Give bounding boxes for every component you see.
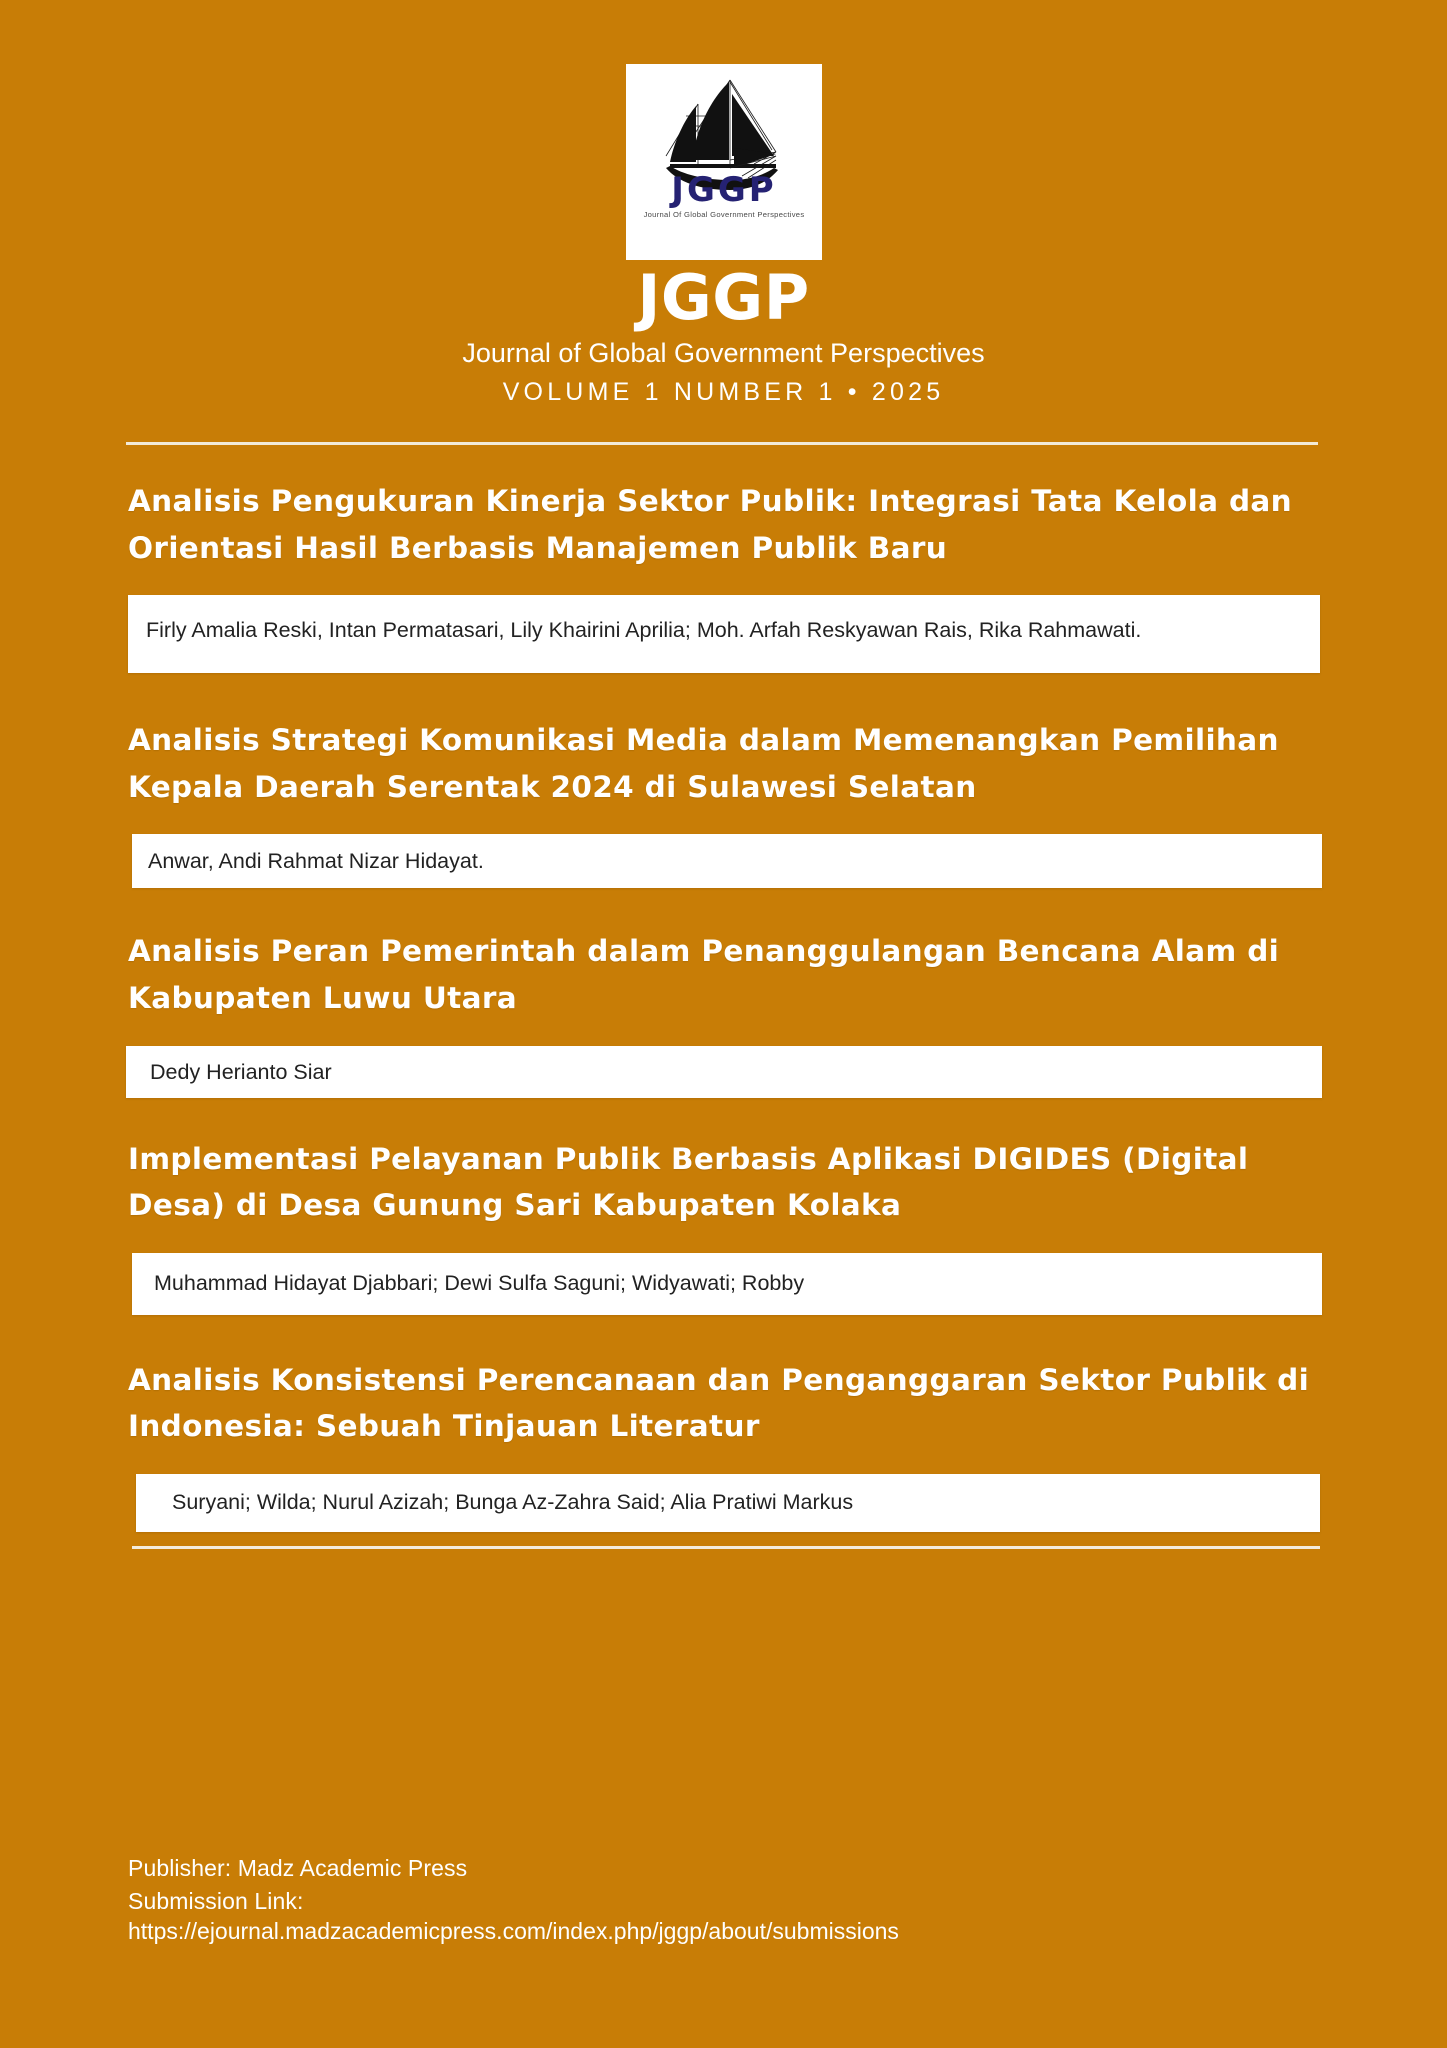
publisher-line: Publisher: Madz Academic Press <box>128 1855 468 1881</box>
article-entry <box>0 1357 1447 1532</box>
article-authors: Anwar, Andi Rahmat Nizar Hidayat. <box>148 849 484 874</box>
article-authors-box <box>128 595 1320 673</box>
article-title: Analisis Strategi Komunikasi Media dalam Memenangkan Pemilihan Kepala Daerah Serentak 2024 di Sulawesi Selatan <box>128 723 1279 804</box>
sailing-ship-logo <box>626 64 822 260</box>
article-spacer <box>0 1098 1447 1136</box>
footer <box>128 1852 899 1947</box>
article-title: Analisis Pengukuran Kinerja Sektor Publik: Integrasi Tata Kelola dan Orientasi Hasil Berbasis Manajemen Publik Baru <box>128 484 1293 565</box>
masthead <box>0 0 1447 407</box>
article-entry <box>0 1136 1447 1315</box>
footer-divider <box>132 1546 1320 1549</box>
article-spacer <box>0 888 1447 928</box>
issue-line: VOLUME 1 NUMBER 1 • 2025 <box>502 377 945 406</box>
article-spacer <box>0 673 1447 717</box>
masthead-divider <box>126 442 1318 445</box>
article-authors-box <box>132 834 1322 888</box>
journal-acronym: JGGP <box>637 261 810 334</box>
article-list <box>0 478 1447 1549</box>
article-entry <box>0 478 1447 673</box>
article-authors-box <box>132 1253 1322 1315</box>
journal-name: Journal of Global Government Perspectives <box>462 338 985 369</box>
article-title: Analisis Konsistensi Perencanaan dan Penganggaran Sektor Publik di Indonesia: Sebuah Tinjauan Literatur <box>128 1362 1310 1444</box>
submission-url[interactable]: https://ejournal.madzacademicpress.com/index.php/jggp/about/submissions <box>128 1918 899 1945</box>
article-title: Implementasi Pelayanan Publik Berbasis Aplikasi DIGIDES (Digital Desa) di Desa Gunung Sari Kabupaten Kolaka <box>128 1141 1249 1223</box>
article-spacer <box>0 1315 1447 1357</box>
article-authors: Dedy Herianto Siar <box>150 1059 332 1084</box>
article-title: Analisis Peran Pemerintah dalam Penanggulangan Bencana Alam di Kabupaten Luwu Utara <box>128 934 1280 1016</box>
article-entry <box>0 928 1447 1097</box>
article-entry <box>0 717 1447 888</box>
article-authors-box <box>136 1474 1320 1532</box>
article-authors: Suryani; Wilda; Nurul Azizah; Bunga Az-Zahra Said; Alia Pratiwi Markus <box>172 1490 854 1515</box>
svg-text:JGGP: JGGP <box>670 170 777 210</box>
svg-text:Journal Of Global Government P: Journal Of Global Government Perspectives <box>643 210 804 219</box>
article-authors: Firly Amalia Reski, Intan Permatasari, Lily Khairini Aprilia; Moh. Arfah Reskyawan Rais, Rika Rahmawati. <box>146 618 1142 643</box>
article-authors-box <box>126 1046 1322 1098</box>
article-authors: Muhammad Hidayat Djabbari; Dewi Sulfa Saguni; Widyawati; Robby <box>154 1270 805 1295</box>
submission-label: Submission Link: <box>128 1887 304 1914</box>
journal-logo <box>626 64 822 260</box>
